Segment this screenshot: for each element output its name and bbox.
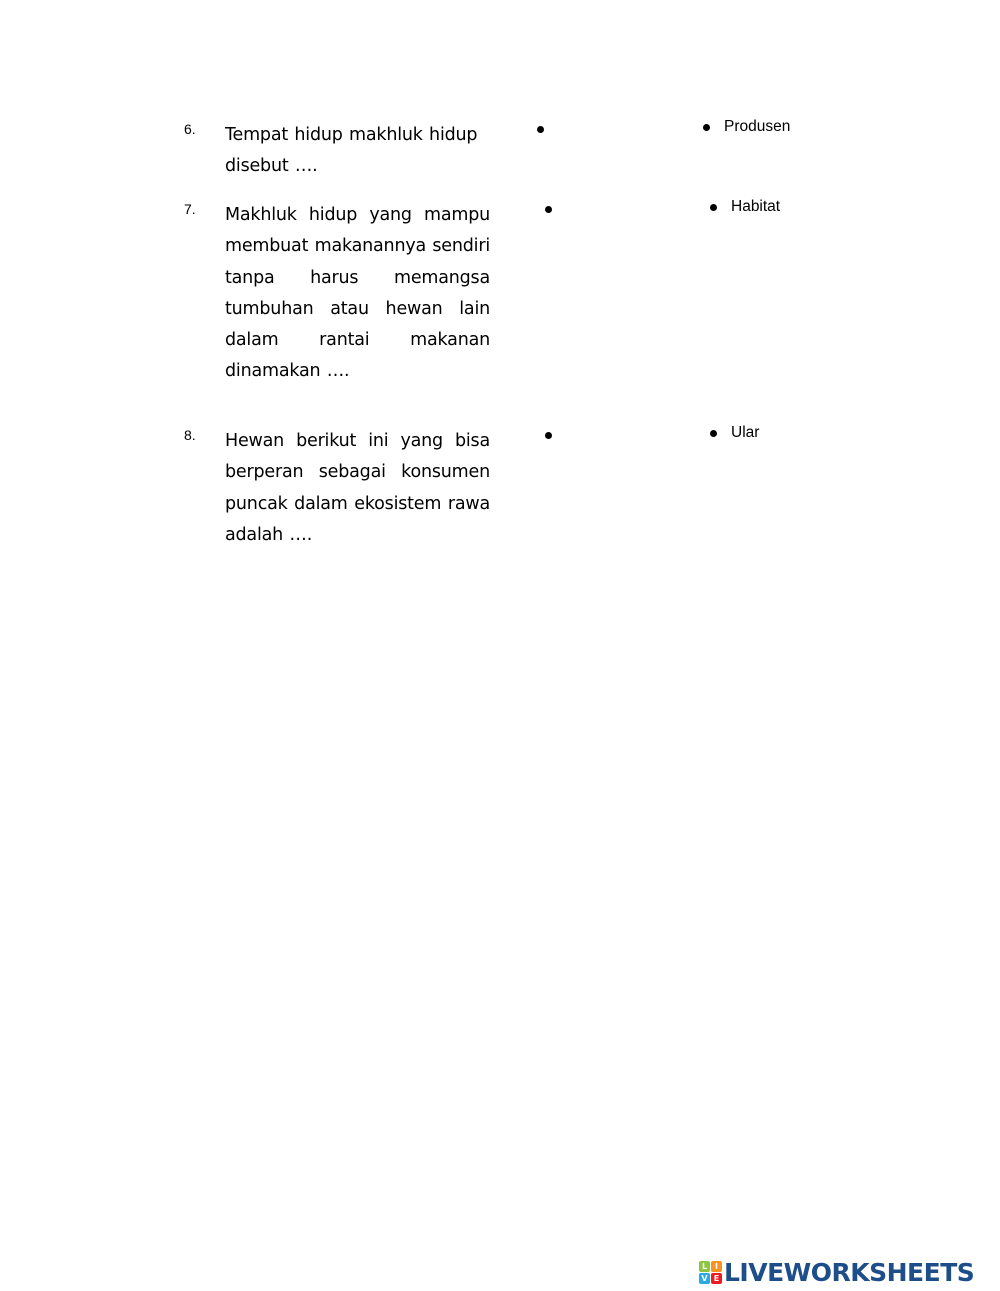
logo-block: I	[711, 1261, 722, 1272]
match-dot-answer[interactable]	[710, 430, 717, 437]
match-dot-question-8[interactable]	[545, 432, 552, 439]
question-number: 6.	[184, 121, 196, 137]
question-text: Makhluk hidup yang mampu membuat makanannya sendiri tanpa harus memangsa tumbuhan atau hewan lain dalam rantai makanan dinamakan ….	[225, 205, 490, 382]
question-text: Tempat hidup makhluk hidup disebut ….	[225, 125, 478, 177]
logo-block: E	[711, 1273, 722, 1284]
answer-option-produsen[interactable]	[703, 118, 790, 136]
match-dot-answer[interactable]	[703, 124, 710, 131]
question-number: 7.	[184, 201, 196, 217]
answer-label: Ular	[731, 424, 760, 441]
answer-label: Produsen	[724, 118, 791, 135]
question-number: 8.	[184, 427, 196, 443]
logo-text: LIVEWORKSHEETS	[724, 1258, 975, 1287]
answer-option-habitat[interactable]	[710, 198, 780, 216]
liveworksheets-logo	[699, 1258, 974, 1287]
match-dot-question-7[interactable]	[545, 206, 552, 213]
answer-label: Habitat	[731, 198, 781, 215]
answer-option-ular[interactable]	[710, 424, 759, 442]
logo-block: V	[699, 1273, 710, 1284]
match-dot-answer[interactable]	[710, 204, 717, 211]
logo-blocks-icon	[699, 1261, 722, 1284]
match-dot-question-6[interactable]	[537, 126, 544, 133]
question-text: Hewan berikut ini yang bisa berperan sebagai konsumen puncak dalam ekosistem rawa adalah ….	[225, 431, 490, 545]
logo-block: L	[699, 1261, 710, 1272]
